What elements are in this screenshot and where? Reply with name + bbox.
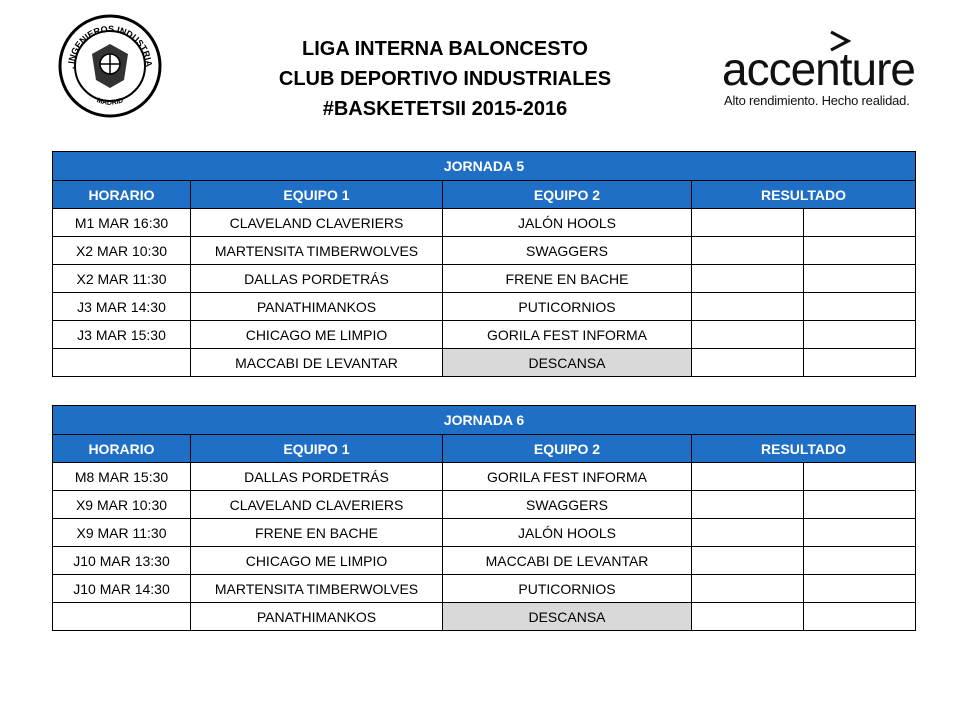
table-row: [53, 209, 916, 237]
table-row: [53, 547, 916, 575]
cell-equipo1: MACCABI DE LEVANTAR: [191, 349, 443, 377]
table-row: [53, 237, 916, 265]
table-row: [53, 519, 916, 547]
cell-descansa: DESCANSA: [443, 349, 692, 377]
col-header-resultado: RESULTADO: [692, 435, 916, 463]
cell-resultado-2: [804, 349, 916, 377]
cell-equipo2: JALÓN HOOLS: [443, 519, 692, 547]
cell-resultado-2: [804, 265, 916, 293]
jornada-title: JORNADA 6: [53, 406, 916, 435]
jornada-6-table: [52, 405, 916, 631]
cell-equipo1: PANATHIMANKOS: [191, 603, 443, 631]
page-title: [200, 34, 690, 124]
table-row: [53, 293, 916, 321]
cell-equipo1: CHICAGO ME LIMPIO: [191, 547, 443, 575]
cell-equipo1: MARTENSITA TIMBERWOLVES: [191, 575, 443, 603]
cell-equipo2: SWAGGERS: [443, 491, 692, 519]
cell-horario: X9 MAR 10:30: [53, 491, 191, 519]
cell-horario: [53, 603, 191, 631]
col-header-resultado: RESULTADO: [692, 181, 916, 209]
cell-resultado-2: [804, 491, 916, 519]
svg-text:MADRID: MADRID: [95, 97, 125, 107]
cell-resultado-1: [692, 575, 804, 603]
cell-resultado-1: [692, 519, 804, 547]
title-line-3: #BASKETETSII 2015-2016: [322, 98, 568, 120]
cell-equipo1: PANATHIMANKOS: [191, 293, 443, 321]
col-header-equipo1: EQUIPO 1: [191, 435, 443, 463]
cell-resultado-1: [692, 237, 804, 265]
cell-resultado-1: [692, 491, 804, 519]
cell-descansa: DESCANSA: [443, 603, 692, 631]
cell-horario: X9 MAR 11:30: [53, 519, 191, 547]
cell-horario: J3 MAR 14:30: [53, 293, 191, 321]
table-row: [53, 575, 916, 603]
sponsor-tagline: Alto rendimiento. Hecho realidad.: [724, 93, 910, 108]
cell-resultado-1: [692, 265, 804, 293]
sponsor-name: accenture: [722, 43, 916, 95]
cell-equipo2: MACCABI DE LEVANTAR: [443, 547, 692, 575]
table-row: [53, 491, 916, 519]
col-header-horario: HORARIO: [53, 181, 191, 209]
col-header-horario: HORARIO: [53, 435, 191, 463]
jornada-5-table: [52, 151, 916, 377]
cell-horario: J10 MAR 14:30: [53, 575, 191, 603]
cell-equipo1: DALLAS PORDETRÁS: [191, 463, 443, 491]
cell-resultado-1: [692, 463, 804, 491]
cell-horario: M8 MAR 15:30: [53, 463, 191, 491]
title-line-1: LIGA INTERNA BALONCESTO: [302, 38, 588, 60]
sponsor-logo: [720, 30, 920, 110]
cell-equipo1: CHICAGO ME LIMPIO: [191, 321, 443, 349]
cell-horario: X2 MAR 10:30: [53, 237, 191, 265]
cell-resultado-1: [692, 349, 804, 377]
cell-equipo2: JALÓN HOOLS: [443, 209, 692, 237]
col-header-equipo2: EQUIPO 2: [443, 181, 692, 209]
table-row: [53, 265, 916, 293]
cell-resultado-2: [804, 575, 916, 603]
cell-resultado-1: [692, 293, 804, 321]
table-row: [53, 321, 916, 349]
cell-equipo1: FRENE EN BACHE: [191, 519, 443, 547]
cell-resultado-1: [692, 321, 804, 349]
cell-horario: J10 MAR 13:30: [53, 547, 191, 575]
cell-resultado-2: [804, 547, 916, 575]
cell-equipo2: SWAGGERS: [443, 237, 692, 265]
cell-horario: [53, 349, 191, 377]
cell-resultado-2: [804, 293, 916, 321]
cell-resultado-2: [804, 519, 916, 547]
cell-equipo2: GORILA FEST INFORMA: [443, 463, 692, 491]
cell-equipo1: DALLAS PORDETRÁS: [191, 265, 443, 293]
cell-horario: J3 MAR 15:30: [53, 321, 191, 349]
col-header-equipo2: EQUIPO 2: [443, 435, 692, 463]
cell-resultado-2: [804, 237, 916, 265]
cell-horario: X2 MAR 11:30: [53, 265, 191, 293]
col-header-equipo1: EQUIPO 1: [191, 181, 443, 209]
svg-text:C.D. INGENIEROS INDUSTRIALES: . INGENIEROS INDUSTRIA: [65, 23, 155, 70]
cell-equipo1: CLAVELAND CLAVERIERS: [191, 209, 443, 237]
cell-horario: M1 MAR 16:30: [53, 209, 191, 237]
cell-equipo2: PUTICORNIOS: [443, 575, 692, 603]
cell-resultado-2: [804, 209, 916, 237]
jornada-title: JORNADA 5: [53, 152, 916, 181]
table-row-rest: [53, 603, 916, 631]
cell-resultado-2: [804, 321, 916, 349]
cell-equipo1: CLAVELAND CLAVERIERS: [191, 491, 443, 519]
table-row-rest: [53, 349, 916, 377]
title-line-2: CLUB DEPORTIVO INDUSTRIALES: [278, 68, 612, 90]
cell-equipo2: GORILA FEST INFORMA: [443, 321, 692, 349]
table-row: [53, 463, 916, 491]
cell-equipo2: PUTICORNIOS: [443, 293, 692, 321]
cell-resultado-1: [692, 603, 804, 631]
cell-resultado-1: [692, 547, 804, 575]
cell-resultado-2: [804, 463, 916, 491]
cell-resultado-2: [804, 603, 916, 631]
cell-resultado-1: [692, 209, 804, 237]
club-logo: [58, 14, 162, 118]
cell-equipo2: FRENE EN BACHE: [443, 265, 692, 293]
cell-equipo1: MARTENSITA TIMBERWOLVES: [191, 237, 443, 265]
